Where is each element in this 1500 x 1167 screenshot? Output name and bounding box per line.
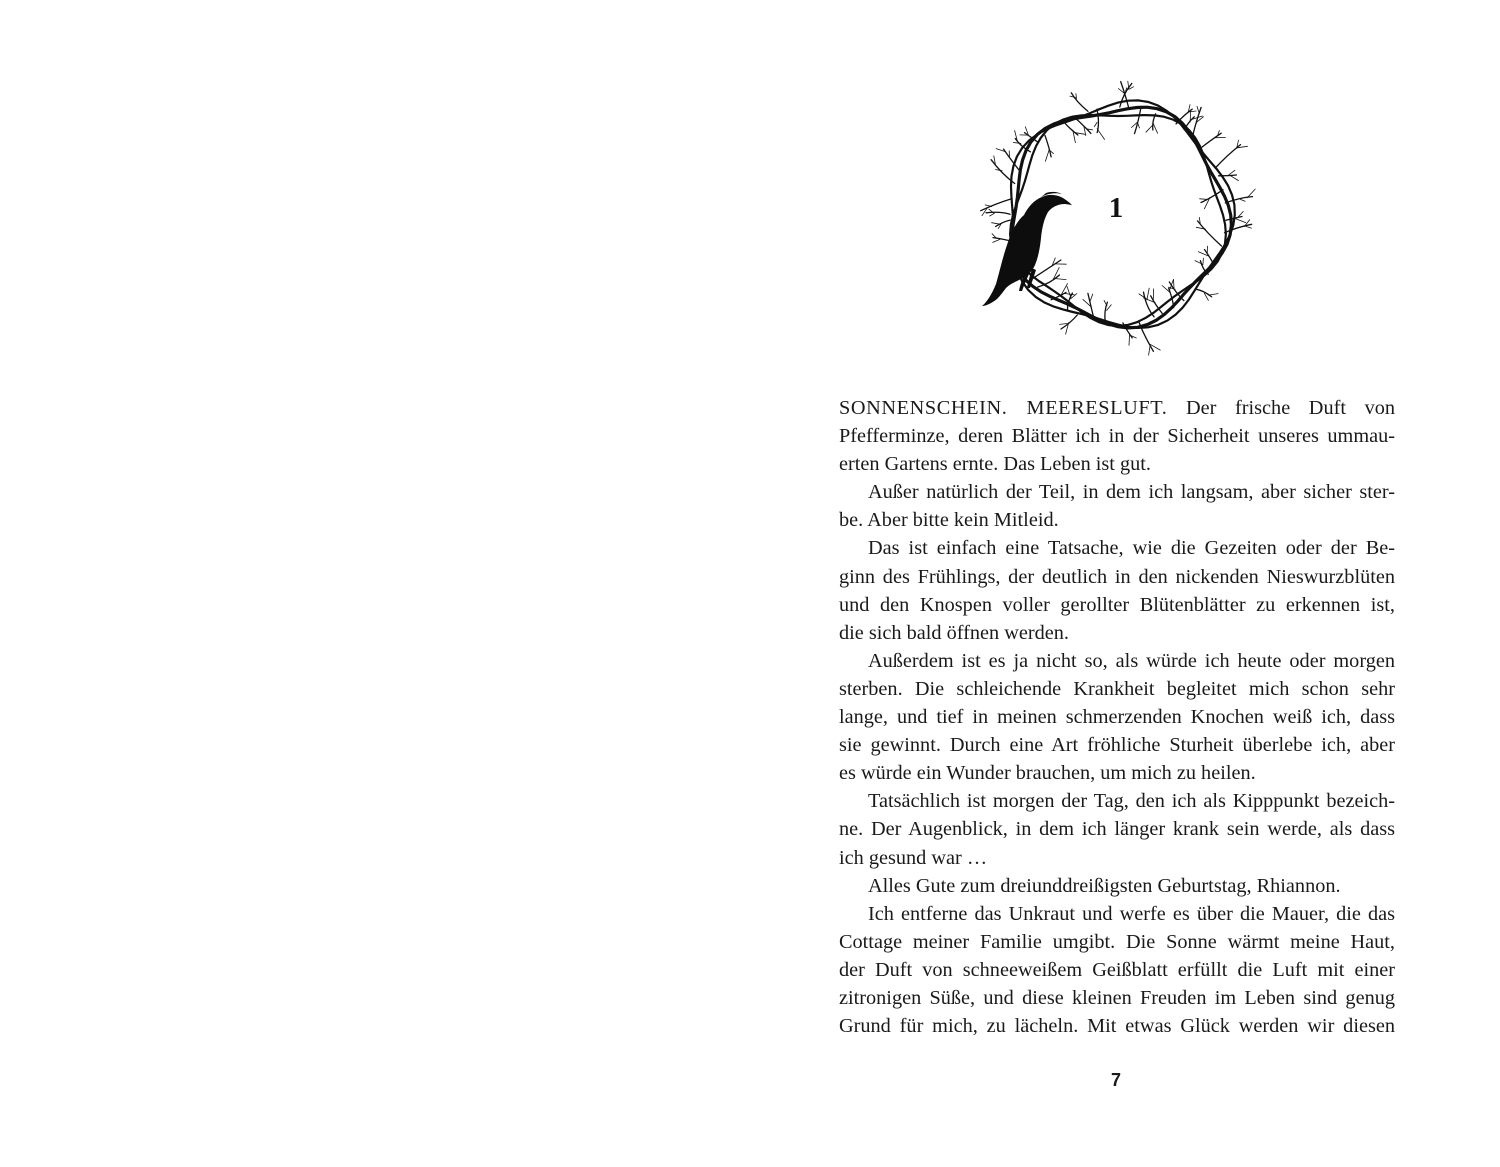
text-line: be. Aber bitte kein Mitleid.: [839, 509, 1059, 532]
text-line: erten Gartens ernte. Das Leben ist gut.: [839, 453, 1151, 476]
text-line: Pfefferminze, deren Blätter ich in der Sicherheit unseres ummau-: [839, 425, 1395, 448]
text-line: der Duft von schneeweißem Geißblatt erfüllt die Luft mit einer: [839, 958, 1395, 981]
text-line: und den Knospen voller gerollter Blütenblätter zu erkennen ist,: [839, 593, 1395, 616]
text-line: ich gesund war …: [839, 846, 988, 869]
text-line: ne. Der Augenblick, in dem ich länger krank sein werde, als dass: [839, 818, 1395, 841]
text-line: ginn des Frühlings, der deutlich in den nickenden Nieswurzblüten: [839, 565, 1395, 588]
text-line: Ich entferne das Unkraut und werfe es über die Mauer, die das: [868, 902, 1395, 925]
text-line: Außer natürlich der Teil, in dem ich langsam, aber sicher ster-: [868, 481, 1395, 504]
page-number: 7: [1110, 1070, 1121, 1090]
text-line: Alles Gute zum dreiunddreißigsten Geburtstag, Rhiannon.: [868, 874, 1341, 897]
text-line: Grund für mich, zu lächeln. Mit etwas Glück werden wir diesen: [839, 1015, 1395, 1038]
opening-caps: SONNENSCHEIN. MEERESLUFT.: [839, 397, 1168, 419]
text-line: die sich bald öffnen werden.: [839, 621, 1069, 644]
text-line: lange, und tief in meinen schmerzenden Knochen weiß ich, dass: [839, 706, 1395, 729]
text-line: zitronigen Süße, und diese kleinen Freuden im Leben sind genug: [839, 986, 1395, 1009]
text-line: sie gewinnt. Durch eine Art fröhliche Sturheit überlebe ich, aber: [839, 734, 1395, 757]
text-line: es würde ein Wunder brauchen, um mich zu heilen.: [839, 762, 1256, 785]
text-line: SONNENSCHEIN. MEERESLUFT. Der frische Duft von: [839, 397, 1395, 419]
text-line: Cottage meiner Familie umgibt. Die Sonne wärmt meine Haut,: [839, 930, 1395, 953]
chapter-body-text: [839, 394, 1395, 1040]
text-line: Außerdem ist es ja nicht so, als würde ich heute oder morgen: [868, 649, 1395, 672]
text-line: Das ist einfach eine Tatsache, wie die Gezeiten oder der Be-: [868, 537, 1395, 560]
text-line: sterben. Die schleichende Krankheit begleitet mich schon sehr: [839, 677, 1395, 700]
chapter-number: 1: [1108, 192, 1124, 224]
right-page: [750, 0, 1500, 1167]
text-line: Tatsächlich ist morgen der Tag, den ich als Kipppunkt bezeich-: [868, 790, 1395, 813]
